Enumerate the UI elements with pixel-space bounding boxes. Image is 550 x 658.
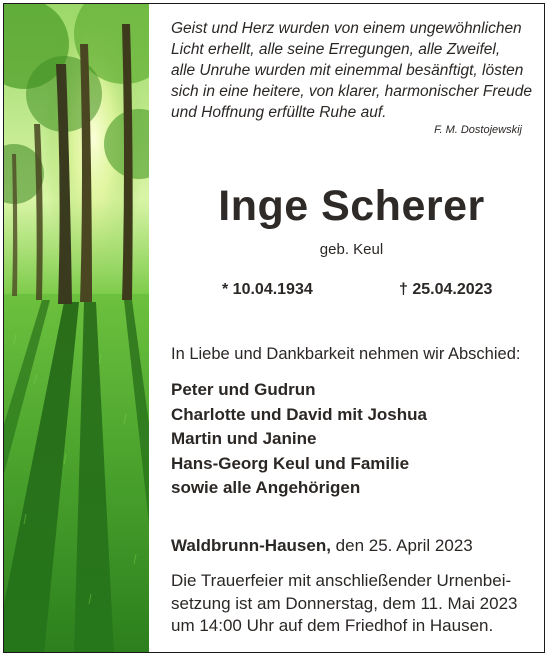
service-info (171, 570, 541, 638)
mourner: sowie alle Angehörigen (171, 478, 361, 497)
deceased-name: Inge Scherer (218, 182, 485, 230)
mourner: Hans-Georg Keul und Familie (171, 453, 410, 473)
birth-date: * 10.04.1934 (222, 281, 313, 298)
mourner: Peter und Gudrun (171, 380, 316, 399)
obituary-text (167, 4, 536, 652)
quote-line: und Hoffnung erfüllte Ruhe auf. (171, 104, 387, 121)
place-date (171, 536, 473, 556)
forest-photo (4, 4, 149, 652)
quote-author: F. M. Dostojewskij (434, 124, 522, 136)
farewell-text: In Liebe und Dankbarkeit nehmen wir Abschied: (171, 345, 521, 363)
quote-line: alle Unruhe wurden mit einemmal besänftigt, lösten (171, 62, 524, 79)
place: Waldbrunn-Hausen, (171, 536, 331, 555)
service-line: Die Trauerfeier mit anschließender Urnenbei- (171, 571, 512, 590)
mourner: Martin und Janine (171, 429, 317, 448)
quote-line: sich in eine heitere, von klarer, harmonischer Freude (171, 83, 532, 100)
service-line: setzung ist am Donnerstag, dem 11. Mai 2023 (171, 593, 518, 613)
mourner: Charlotte und David mit Joshua (171, 404, 427, 424)
death-date: † 25.04.2023 (399, 281, 493, 298)
quote-line: Licht erhellt, alle seine Erregungen, alle Zweifel, (171, 41, 501, 58)
quote (171, 18, 541, 123)
mourners-list (171, 378, 427, 501)
service-line: um 14:00 Uhr auf dem Friedhof in Hausen. (171, 616, 494, 635)
obituary-card (3, 3, 545, 653)
quote-line: Geist und Herz wurden von einem ungewöhnlichen (171, 20, 522, 37)
date: den 25. April 2023 (335, 536, 473, 555)
birth-name: geb. Keul (319, 241, 384, 258)
forest-image (4, 4, 149, 652)
